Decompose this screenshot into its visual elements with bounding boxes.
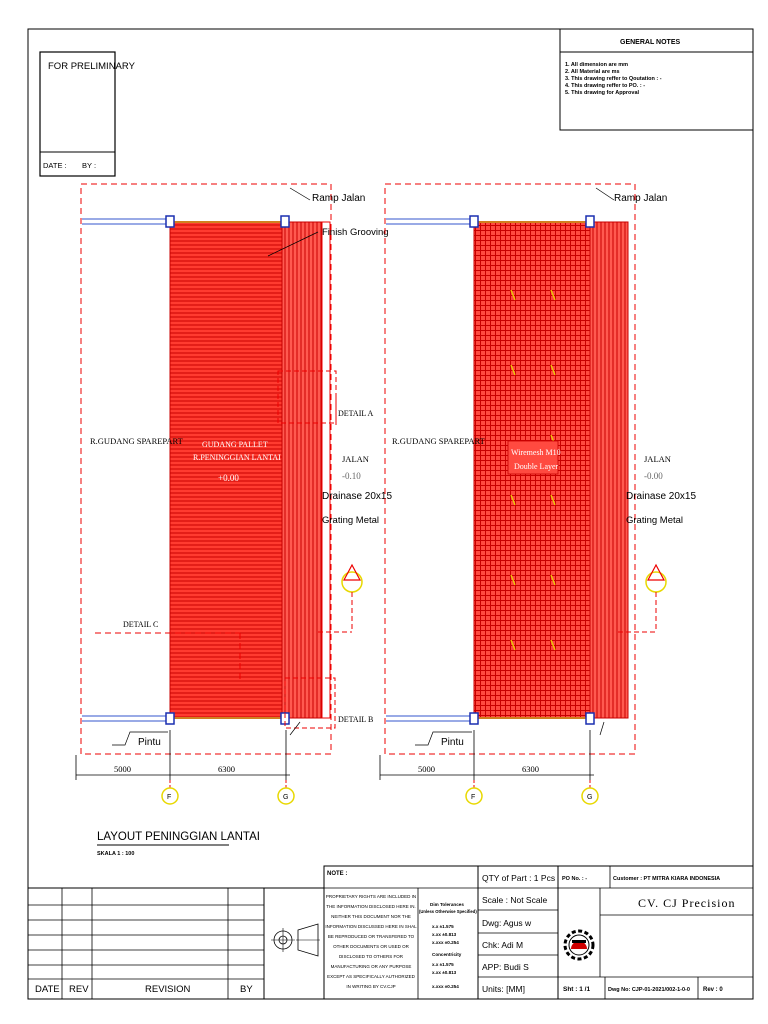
revision-table [28,888,264,999]
rev-header-by: BY [240,984,253,995]
drawing-number: Dwg No: CJP-01-2021/002-1-0-0 [608,987,690,993]
door-label: Pintu [138,737,161,748]
tolerance-line: x.x ±1.575 [432,924,454,929]
general-notes-box [560,29,753,130]
stamp-date-label: DATE : [43,161,67,170]
note-box [324,866,478,999]
detail-c-label: DETAIL C [123,620,159,629]
preliminary-stamp [40,52,136,176]
third-angle-projection-icon [264,888,324,999]
wiremesh-label-2: Double Layer [514,462,559,471]
ramp-strip [282,222,322,718]
dimension-6300: 6300 [522,764,539,774]
customer-name: Customer : PT MITRA KIARA INDONESIA [613,876,721,882]
road-label: JALAN [644,454,671,464]
column-g-top [281,216,289,227]
po-number: PO No. : - [562,876,588,882]
units-value: Units: [MM] [482,984,525,994]
proprietary-line: NEITHER THIS DOCUMENT NOR THE [331,914,411,919]
grating-label: Grating Metal [626,515,684,526]
rev-header-date: DATE [35,984,60,995]
wiremesh-label-1: Wiremesh M10 [511,448,561,457]
concentricity-line: x.x ±1.575 [432,962,454,967]
proprietary-line: IN WRITING BY CV.CJP [346,984,396,989]
general-note-item: 5. This drawing for Approval [565,90,640,96]
tolerance-title: Dim Tolerances [430,902,464,907]
road-level: -0.00 [644,471,663,481]
revision-number: Rev : 0 [703,987,723,993]
area-level: +0.00 [218,473,239,483]
proprietary-line: PROPRIETARY RIGHTS ARE INCLUDED IN [325,894,417,899]
general-note-item: 2. All Material are ms [565,69,620,75]
column-f-bottom [470,713,478,724]
company-name: CV. CJ Precision [638,896,736,910]
column-f-top [470,216,478,227]
proprietary-line: MANUFACTURING OR ANY PURPOSE [330,964,412,969]
scale-value: Scale : Not Scale [482,895,548,905]
north-arrow-icon [318,565,362,632]
column-g-top [586,216,594,227]
general-note-item: 4. This drawing reffer to PO. : - [565,83,646,89]
dimension-5000: 5000 [418,764,435,774]
column-f-top [166,216,174,227]
stamp-title: FOR PRELIMINARY [48,61,135,72]
dimension-6300: 6300 [218,764,235,774]
plan-right [380,184,696,804]
rev-header-rev: REV [69,984,89,995]
ramp-strip [590,222,628,718]
concentricity-line: x.xxx ±0.254 [432,984,459,989]
detail-b-label: DETAIL B [338,715,374,724]
company-block [558,866,753,999]
general-note-item: 1. All dimension are mm [565,62,629,68]
scale-note: SKALA 1 : 100 [97,851,135,857]
grating-label: Grating Metal [322,515,380,526]
axis-label-f: F [471,794,476,801]
door-label: Pintu [441,737,464,748]
sheet-number: Sht : 1 /1 [563,986,591,993]
rev-header-revision: REVISION [145,984,191,995]
proprietary-line: BE REPRODUCED OR TRANSFERED TO [327,934,415,939]
area-label-1: GUDANG PALLET [202,440,268,449]
ramp-label: Ramp Jalan [312,193,366,204]
road-level: -0.10 [342,471,361,481]
detail-a-label: DETAIL A [338,409,374,418]
general-notes-title: GENERAL NOTES [620,39,681,46]
approval-column [478,866,558,999]
axis-label-g: G [587,794,593,801]
note-label: NOTE : [327,871,348,877]
company-logo-icon [565,931,593,959]
axis-label-g: G [283,794,289,801]
ramp-label: Ramp Jalan [614,193,668,204]
column-f-bottom [166,713,174,724]
layout-title: LAYOUT PENINGGIAN LANTAI [97,831,260,843]
room-label: R.GUDANG SPAREPART [392,436,485,446]
column-g-bottom [586,713,594,724]
checked-by: Chk: Adi M [482,940,524,950]
layout-title-block [97,831,260,857]
drainage-label: Drainase 20x15 [626,491,697,502]
concentricity-line: x.xx ±0.813 [432,970,457,975]
tolerance-subtitle: (Unless Otherwise Specified) [419,909,477,914]
stamp-by-label: BY : [82,161,97,170]
proprietary-line: OTHER DOCUMENTS OR USED OR [333,944,409,949]
road-label: JALAN [342,454,369,464]
plan-left [76,184,392,804]
sheet-border [28,29,753,999]
approved-by: APP: Budi S [482,962,529,972]
finish-label: Finish Grooving [322,227,389,238]
proprietary-line: DISCLOSED TO OTHERS FOR [338,954,404,959]
drainage-channel [322,222,330,718]
floor-raising-area [170,222,282,718]
axis-label-f: F [167,794,172,801]
qty-of-part: QTY of Part : 1 Pcs [482,873,556,883]
dimension-5000: 5000 [114,764,131,774]
drawn-by: Dwg: Agus w [482,918,532,928]
tolerance-line: x.xxx ±0.254 [432,940,459,945]
concentricity-title: Concentricity [432,952,462,957]
tolerance-line: x.xx ±0.813 [432,932,457,937]
proprietary-line: EXCEPT AS SPECIFICALLY AUTHORIZED [327,974,415,979]
proprietary-line: INFORMATION DISCUSSED HERE IN SHAL [325,924,417,929]
area-label-2: R.PENINGGIAN LANTAI [193,453,281,462]
room-label: R.GUDANG SPAREPART [90,436,183,446]
drainage-label: Drainase 20x15 [322,491,393,502]
proprietary-line: THE INFORMATION DISCLOSED HERE IN. [326,904,416,909]
general-note-item: 3. This drawing reffer to Qoutation : - [565,76,662,82]
